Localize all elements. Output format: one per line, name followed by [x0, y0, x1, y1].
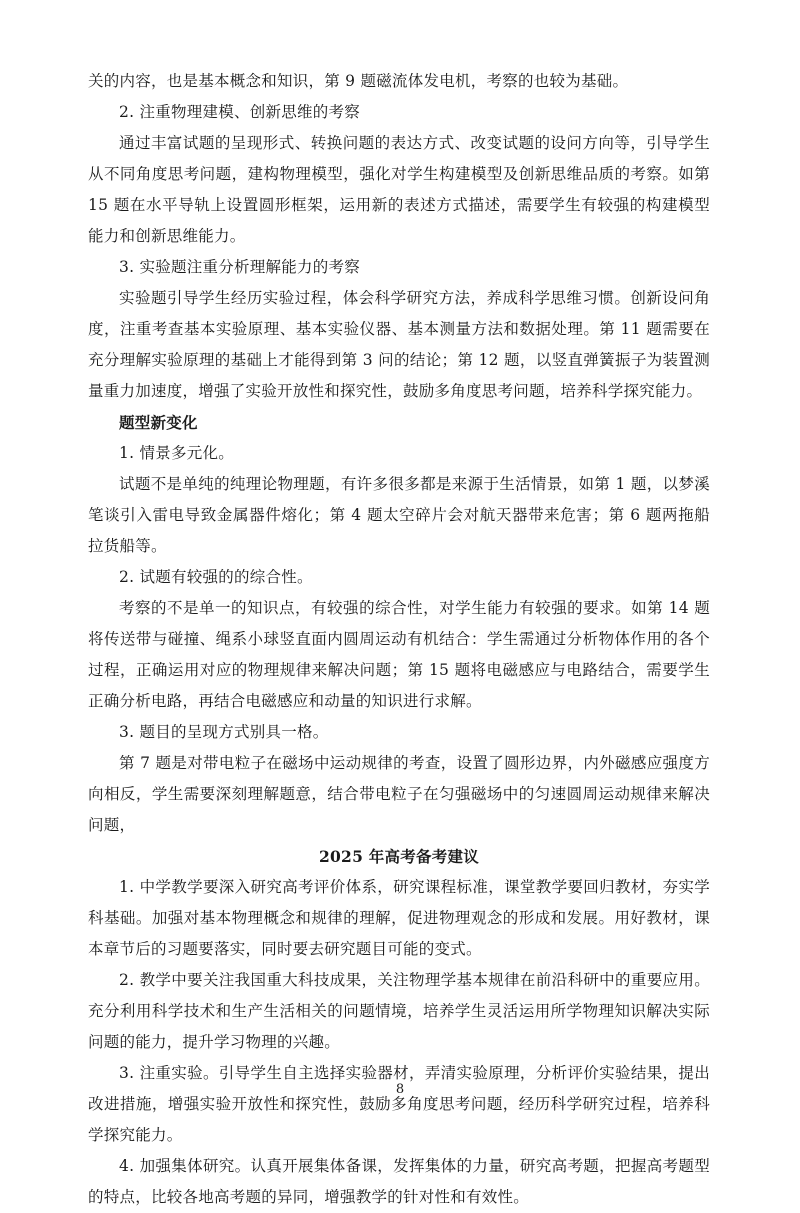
- subheading-comprehensive: 2. 试题有较强的的综合性。: [119, 568, 313, 586]
- section-title-2025-advice: 2025 年高考备考建议: [318, 847, 480, 866]
- subheading-diverse-scenarios: 1. 情景多元化。: [119, 444, 234, 462]
- page-number: 8: [395, 1082, 405, 1097]
- page-body: [88, 66, 710, 1213]
- advice-item-2: 2. 教学中要关注我国重大科技成果，关注物理学基本规律在前沿科研中的重要应用。充分利用科学技术和生产生活相关的问题情境，培养学生灵活运用所学物理知识解决实际问题的能力，提升学习物理的兴趣。: [88, 971, 710, 1051]
- subheading-modeling: 2. 注重物理建模、创新思维的考察: [119, 103, 360, 121]
- subheading-experiment: 3. 实验题注重分析理解能力的考察: [119, 258, 360, 276]
- heading-new-question-types: 题型新变化: [119, 413, 198, 432]
- advice-item-3: 3. 注重实验。引导学生自主选择实验器材，弄清实验原理，分析评价实验结果，提出改进措施，增强实验开放性和探究性，鼓励多角度思考问题，经历科学研究过程，培养科学探究能力。: [88, 1064, 710, 1144]
- paragraph-presentation: 第 7 题是对带电粒子在磁场中运动规律的考查，设置了圆形边界，内外磁感应强度方向相反，学生需要深刻理解题意，结合带电粒子在匀强磁场中的匀速圆周运动规律来解决问题，: [88, 754, 710, 834]
- advice-item-1: 1. 中学教学要深入研究高考评价体系，研究课程标准，课堂教学要回归教材，夯实学科基础。加强对基本物理概念和规律的理解，促进物理观念的形成和发展。用好教材，课本章节后的习题要落实，同时要去研究题目可能的变式。: [88, 878, 710, 958]
- paragraph-comprehensive: 考察的不是单一的知识点，有较强的综合性，对学生能力有较强的要求。如第 14 题将传送带与碰撞、绳系小球竖直面内圆周运动有机结合：学生需通过分析物体作用的各个过程，正确运用对应的物理规律来解决问题；第 15 题将电磁感应与电路结合，需要学生正确分析电路，再结合电磁感应和动量的知识进行求解。: [88, 599, 710, 710]
- paragraph-experiment: 实验题引导学生经历实验过程，体会科学研究方法，养成科学思维习惯。创新设问角度，注重考查基本实验原理、基本实验仪器、基本测量方法和数据处理。第 11 题需要在充分理解实验原理的基础上才能得到第 3 问的结论；第 12 题，以竖直弹簧振子为装置测量重力加速度，增强了实验开放性和探究性，鼓励多角度思考问题，培养科学探究能力。: [88, 289, 710, 400]
- paragraph-diverse-scenarios: 试题不是单纯的纯理论物理题，有许多很多都是来源于生活情景，如第 1 题，以梦溪笔谈引入雷电导致金属器件熔化；第 4 题太空碎片会对航天器带来危害；第 6 题两拖船拉货船等。: [88, 475, 710, 555]
- advice-item-4: 4. 加强集体研究。认真开展集体备课，发挥集体的力量，研究高考题，把握高考题型的特点，比较各地高考题的异同，增强教学的针对性和有效性。: [88, 1157, 710, 1206]
- paragraph-modeling: 通过丰富试题的呈现形式、转换问题的表达方式、改变试题的设问方向等，引导学生从不同角度思考问题，建构物理模型，强化对学生构建模型及创新思维品质的考察。如第 15 题在水平导轨上设置圆形框架，运用新的表述方式描述，需要学生有较强的构建模型能力和创新思维能力。: [88, 134, 710, 245]
- paragraph-continuation: 关的内容，也是基本概念和知识，第 9 题磁流体发电机，考察的也较为基础。: [88, 72, 629, 90]
- subheading-presentation: 3. 题目的呈现方式别具一格。: [119, 723, 329, 741]
